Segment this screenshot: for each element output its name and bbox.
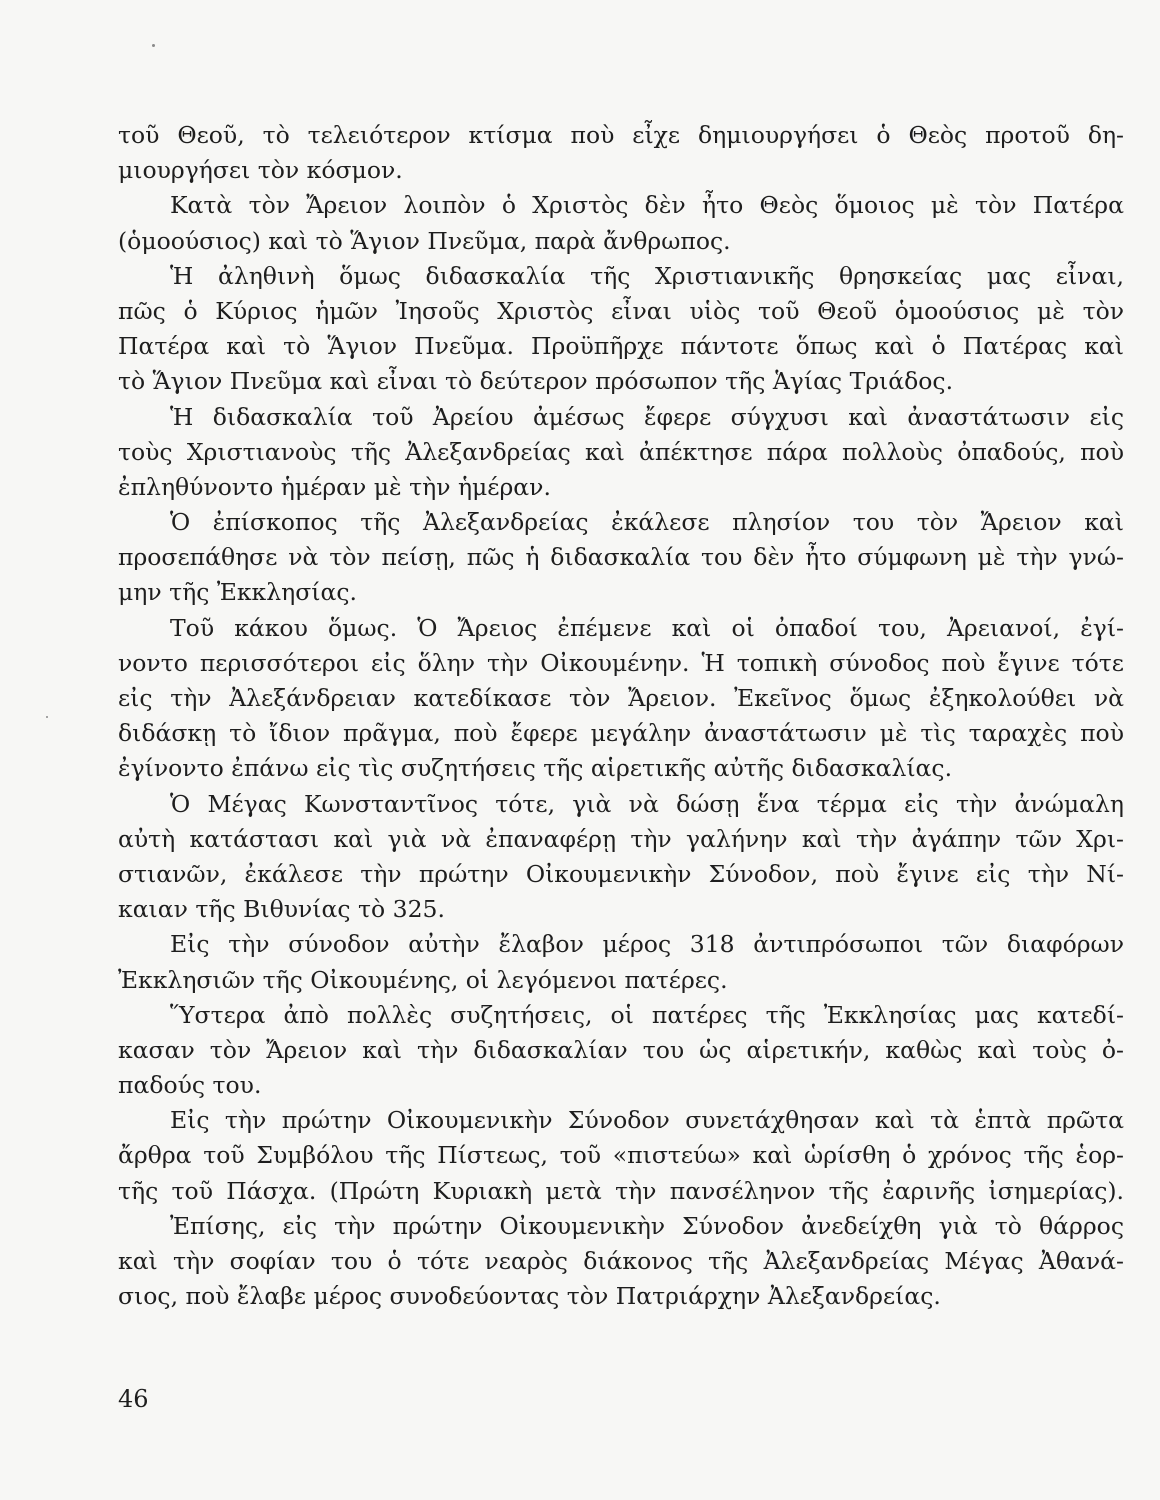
text-line: στιανῶν, ἐκάλεσε τὴν πρώτην Οἰκουμενικὴν Σύνοδον, ποὺ ἔγινε εἰς τὴν Νί-	[118, 859, 1124, 888]
text-line: μιουργήσει τὸν κόσμον.	[118, 156, 403, 185]
text-line: ἐγίνοντο ἐπάνω εἰς τὶς συζητήσεις τῆς αἱρετικῆς αὐτῆς διδασκαλίας.	[118, 754, 953, 783]
text-line: Κατὰ τὸν Ἄρειον λοιπὸν ὁ Χριστὸς δὲν ἦτο Θεὸς ὅμοιος μὲ τὸν Πατέρα	[170, 191, 1124, 220]
text-line: Ἐπίσης, εἰς τὴν πρώτην Οἰκουμενικὴν Σύνοδον ἀνεδείχθη γιὰ τὸ θάρρος	[170, 1211, 1124, 1240]
text-line: καὶ τὴν σοφίαν του ὁ τότε νεαρὸς διάκονος τῆς Ἀλεξανδρείας Μέγας Ἀθανά-	[118, 1247, 1124, 1275]
text-line: σιος, ποὺ ἔλαβε μέρος συνοδεύοντας τὸν Πατριάρχην Ἀλεξανδρείας.	[118, 1282, 941, 1311]
text-line: Ὕστερα ἀπὸ πολλὲς συζητήσεις, οἱ πατέρες τῆς Ἐκκλησίας μας κατεδί-	[170, 1000, 1124, 1029]
text-line: Ἡ διδασκαλία τοῦ Ἀρείου ἀμέσως ἔφερε σύγχυσι καὶ ἀναστάτωσιν εἰς	[170, 402, 1124, 431]
page-number: 46	[118, 1385, 149, 1413]
text-line: αὐτὴ κατάστασι καὶ γιὰ νὰ ἐπαναφέρῃ τὴν γαλήνην καὶ τὴν ἀγάπην τῶν Χρι-	[118, 824, 1124, 853]
text-line: Πατέρα καὶ τὸ Ἅγιον Πνεῦμα. Προϋπῆρχε πάντοτε ὅπως καὶ ὁ Πατέρας καὶ	[118, 332, 1124, 361]
text-line: εἰς τὴν Ἀλεξάνδρειαν κατεδίκασε τὸν Ἄρειον. Ἐκεῖνος ὅμως ἐξηκολούθει νὰ	[118, 684, 1124, 712]
body-text	[118, 118, 1124, 1314]
text-line: μην τῆς Ἐκκλησίας.	[118, 578, 357, 607]
text-line: παδούς του.	[118, 1071, 262, 1100]
text-line: (ὁμοούσιος) καὶ τὸ Ἅγιον Πνεῦμα, παρὰ ἄνθρωπος.	[118, 226, 731, 255]
text-line: Εἰς τὴν πρώτην Οἰκουμενικὴν Σύνοδον συνετάχθησαν καὶ τὰ ἑπτὰ πρῶτα	[170, 1106, 1124, 1135]
text-line: Εἰς τὴν σύνοδον αὐτὴν ἔλαβον μέρος 318 ἀντιπρόσωποι τῶν διαφόρων	[170, 930, 1124, 959]
text-line: κασαν τὸν Ἄρειον καὶ τὴν διδασκαλίαν του ὡς αἱρετικήν, καθὼς καὶ τοὺς ὀ-	[118, 1035, 1124, 1064]
text-line: διδάσκῃ τὸ ἴδιον πρᾶγμα, ποὺ ἔφερε μεγάλην ἀναστάτωσιν μὲ τὶς ταραχὲς ποὺ	[118, 719, 1124, 748]
page-speck	[46, 716, 48, 718]
text-line: τοῦ Θεοῦ, τὸ τελειότερον κτίσμα ποὺ εἶχε δημιουργήσει ὁ Θεὸς προτοῦ δη-	[118, 121, 1124, 149]
text-line: ἄρθρα τοῦ Συμβόλου τῆς Πίστεως, τοῦ «πιστεύω» καὶ ὡρίσθη ὁ χρόνος τῆς ἑορ-	[118, 1141, 1124, 1170]
text-line: τῆς τοῦ Πάσχα. (Πρώτη Κυριακὴ μετὰ τὴν πανσέληνον τῆς ἐαρινῆς ἰσημερίας).	[118, 1176, 1124, 1205]
text-line: καιαν τῆς Βιθυνίας τὸ 325.	[118, 895, 445, 924]
text-line: Ἡ ἀληθινὴ ὅμως διδασκαλία τῆς Χριστιανικῆς θρησκείας μας εἶναι,	[170, 261, 1124, 290]
text-line: τὸ Ἅγιον Πνεῦμα καὶ εἶναι τὸ δεύτερον πρόσωπον τῆς Ἁγίας Τριάδος.	[118, 367, 954, 396]
text-line: Τοῦ κάκου ὅμως. Ὁ Ἄρειος ἐπέμενε καὶ οἱ ὀπαδοί του, Ἀρειανοί, ἐγί-	[170, 613, 1124, 642]
text-line: τοὺς Χριστιανοὺς τῆς Ἀλεξανδρείας καὶ ἀπέκτησε πάρα πολλοὺς ὀπαδούς, ποὺ	[118, 437, 1124, 466]
text-line: νοντο περισσότεροι εἰς ὅλην τὴν Οἰκουμένην. Ἡ τοπικὴ σύνοδος ποὺ ἔγινε τότε	[118, 648, 1124, 677]
text-line: ἐπληθύνοντο ἡμέραν μὲ τὴν ἡμέραν.	[118, 472, 551, 501]
text-line: πῶς ὁ Κύριος ἡμῶν Ἰησοῦς Χριστὸς εἶναι υἱὸς τοῦ Θεοῦ ὁμοούσιος μὲ τὸν	[118, 296, 1124, 325]
text-line: Ὁ ἐπίσκοπος τῆς Ἀλεξανδρείας ἐκάλεσε πλησίον του τὸν Ἄρειον καὶ	[170, 508, 1124, 537]
text-line: Ἐκκλησιῶν τῆς Οἰκουμένης, οἱ λεγόμενοι πατέρες.	[118, 965, 728, 994]
text-line: Ὁ Μέγας Κωνσταντῖνος τότε, γιὰ νὰ δώσῃ ἕνα τέρμα εἰς τὴν ἀνώμαλη	[170, 789, 1124, 818]
page-speck	[152, 44, 155, 47]
text-line: προσεπάθησε νὰ τὸν πείσῃ, πῶς ἡ διδασκαλία του δὲν ἦτο σύμφωνη μὲ τὴν γνώ-	[118, 543, 1124, 572]
